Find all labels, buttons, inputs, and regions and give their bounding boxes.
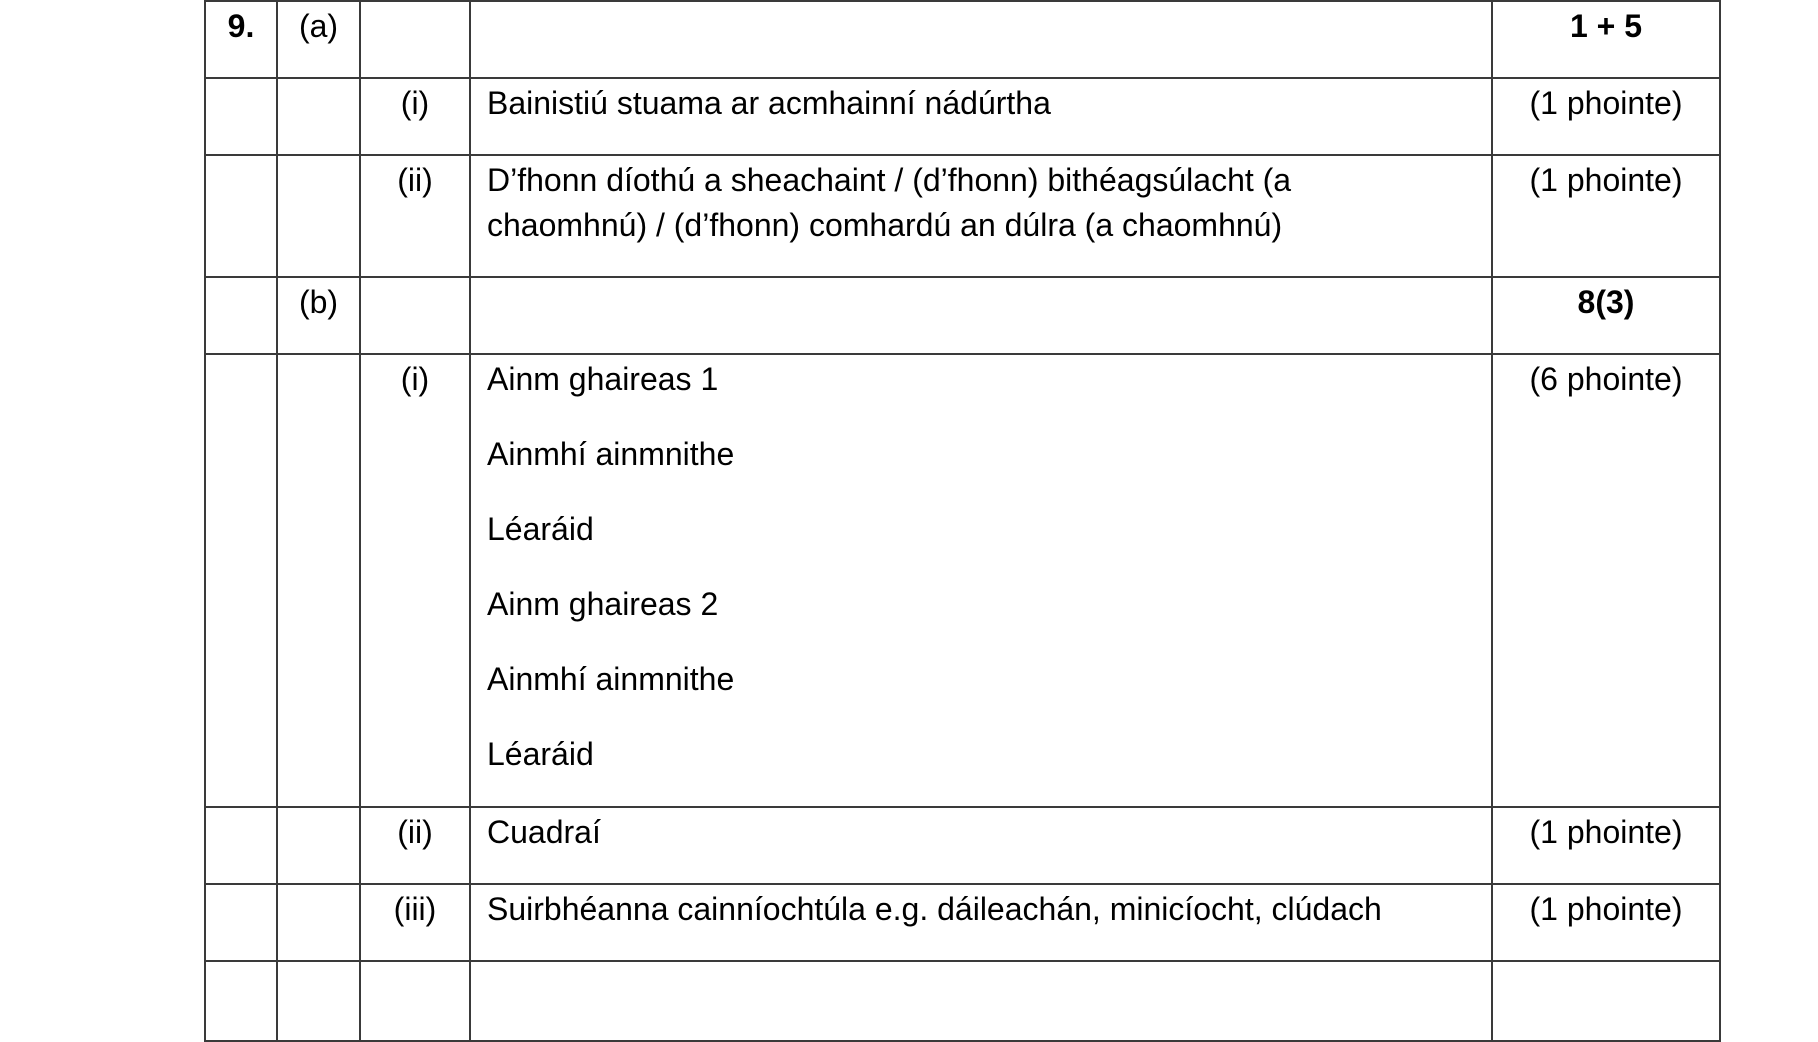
question-number: 9. — [227, 8, 255, 44]
empty-num-cell — [205, 277, 277, 354]
row-9b-i — [205, 354, 1720, 807]
empty-desc-cell — [470, 1, 1492, 78]
sub-cell — [360, 884, 470, 961]
list-item: Ainm ghaireas 2 — [487, 586, 719, 622]
list-item: Ainm ghaireas 1 — [487, 361, 719, 397]
part-b-label: (b) — [298, 284, 339, 320]
points-cell — [1492, 155, 1720, 277]
marking-scheme-table — [204, 0, 1721, 1042]
desc-cell — [470, 884, 1492, 961]
sub-cell — [360, 807, 470, 884]
points-label: (1 phointe) — [1529, 85, 1683, 121]
empty-num-cell — [205, 78, 277, 155]
sub-cell — [360, 155, 470, 277]
desc-cell — [470, 354, 1492, 807]
part-a-marks: 1 + 5 — [1569, 8, 1643, 44]
row-9b-iii — [205, 884, 1720, 961]
part-a-label: (a) — [298, 8, 339, 44]
empty-num-cell — [205, 155, 277, 277]
empty-sub-cell — [360, 1, 470, 78]
answer-list — [487, 355, 1475, 777]
empty-part-cell — [277, 155, 360, 277]
sub-cell — [360, 78, 470, 155]
part-a-cell — [277, 1, 360, 78]
sub-label: (iii) — [393, 891, 437, 927]
empty-part-cell — [277, 884, 360, 961]
row-empty-continuation — [205, 961, 1720, 1041]
empty-desc-cell — [470, 961, 1492, 1041]
desc-cell — [470, 155, 1492, 277]
row-9b-ii — [205, 807, 1720, 884]
empty-part-cell — [277, 354, 360, 807]
empty-sub-cell — [360, 277, 470, 354]
points-label: (1 phointe) — [1529, 891, 1683, 927]
points-cell — [1492, 354, 1720, 807]
points-label: (1 phointe) — [1529, 814, 1683, 850]
list-item: Léaráid — [487, 736, 594, 772]
desc-cell — [470, 78, 1492, 155]
empty-sub-cell — [360, 961, 470, 1041]
empty-num-cell — [205, 884, 277, 961]
points-label: (6 phointe) — [1529, 361, 1683, 397]
points-label: (1 phointe) — [1529, 162, 1683, 198]
answer-text: Cuadraí — [487, 814, 601, 850]
answer-line-1: D’fhonn díothú a sheachaint / (d’fhonn) bithéagsúlacht (a — [487, 162, 1292, 198]
row-9a-i — [205, 78, 1720, 155]
points-cell — [1492, 884, 1720, 961]
list-item: Ainmhí ainmnithe — [487, 436, 735, 472]
list-item: Ainmhí ainmnithe — [487, 661, 735, 697]
answer-line-2: chaomhnú) / (d’fhonn) comhardú an dúlra (a chaomhnú) — [487, 207, 1283, 243]
sub-label: (ii) — [397, 814, 433, 850]
answer-text-block — [487, 156, 1475, 248]
part-a-marks-cell — [1492, 1, 1720, 78]
empty-num-cell — [205, 961, 277, 1041]
sub-label: (i) — [400, 361, 430, 397]
list-item: Léaráid — [487, 511, 594, 547]
row-question-9b-header — [205, 277, 1720, 354]
points-cell — [1492, 78, 1720, 155]
desc-cell — [470, 807, 1492, 884]
part-b-marks: 8(3) — [1577, 284, 1635, 320]
empty-part-cell — [277, 807, 360, 884]
sub-label: (ii) — [397, 162, 433, 198]
empty-num-cell — [205, 807, 277, 884]
answer-text: Suirbhéanna cainníochtúla e.g. dáileachán, minicíocht, clúdach — [487, 891, 1382, 927]
row-9a-ii — [205, 155, 1720, 277]
empty-part-cell — [277, 961, 360, 1041]
part-b-cell — [277, 277, 360, 354]
part-b-marks-cell — [1492, 277, 1720, 354]
answer-text: Bainistiú stuama ar acmhainní nádúrtha — [487, 85, 1051, 121]
empty-marks-cell — [1492, 961, 1720, 1041]
sub-label: (i) — [400, 85, 430, 121]
empty-num-cell — [205, 354, 277, 807]
points-cell — [1492, 807, 1720, 884]
question-number-cell — [205, 1, 277, 78]
empty-part-cell — [277, 78, 360, 155]
empty-desc-cell — [470, 277, 1492, 354]
sub-cell — [360, 354, 470, 807]
row-question-9a-header — [205, 1, 1720, 78]
